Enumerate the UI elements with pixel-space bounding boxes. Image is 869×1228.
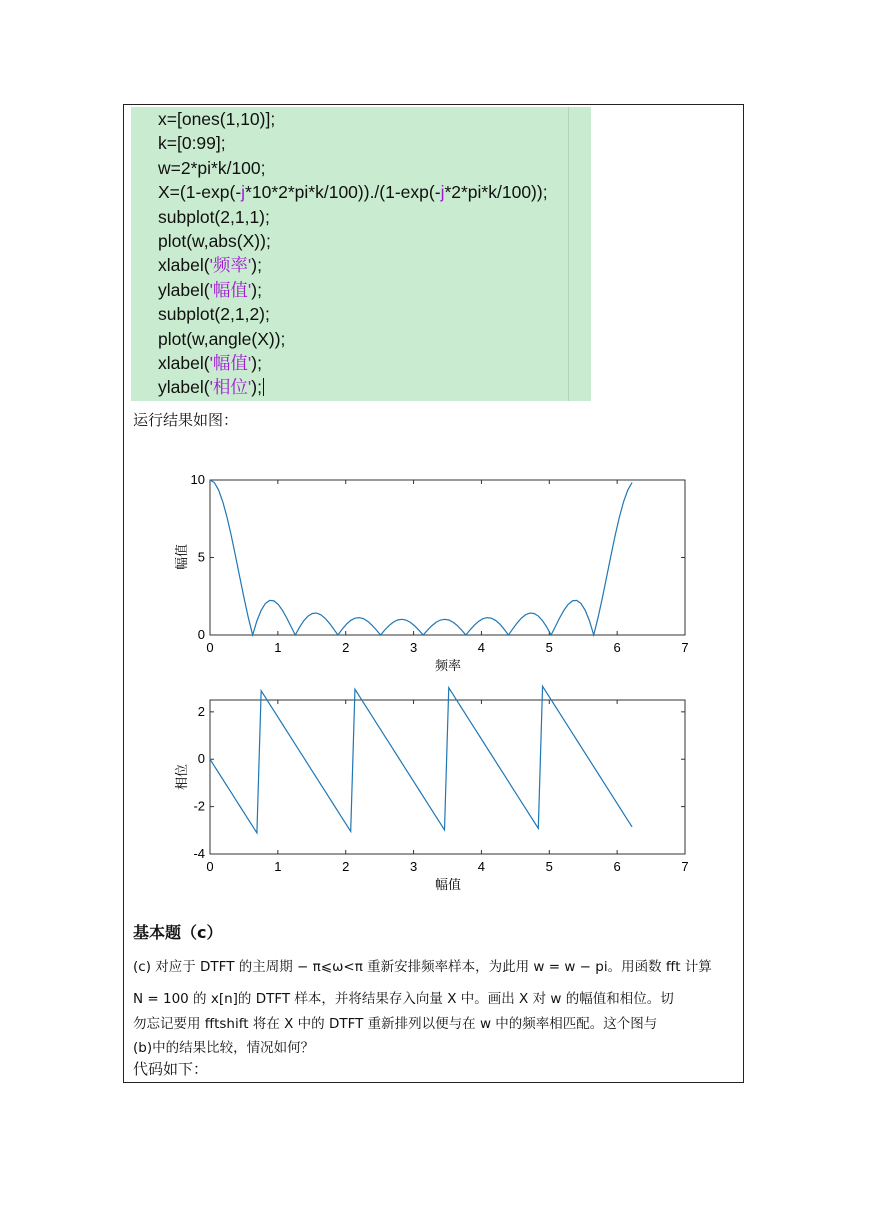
y-tick-label: 0 [197, 627, 205, 642]
magnitude-ylabel: 幅值 [174, 543, 189, 571]
code-line [158, 231, 271, 251]
x-tick-label: 5 [545, 859, 553, 874]
y-tick-label: 2 [197, 703, 205, 719]
code-line [158, 133, 226, 153]
code-line [158, 377, 264, 397]
x-tick-label: 1 [274, 640, 282, 655]
code-token: x=[ones(1,10)]; [158, 109, 276, 129]
code-string-token: j [440, 182, 445, 203]
code-token: xlabel( [158, 255, 210, 276]
phase-plot [174, 686, 689, 892]
code-line [158, 353, 262, 373]
phase-xlabel: 幅值 [434, 877, 462, 892]
code-token: X=(1-exp(- [158, 182, 242, 203]
code-token: ylabel( [158, 377, 210, 398]
code-token: ); [251, 279, 262, 300]
question-line: 勿忘记要用 fftshift 将在 X 中的 DTFT 重新排列以便与在 w 中的频率相匹配。这个图与 [133, 1016, 658, 1032]
code-token: w=2*pi*k/100; [158, 157, 266, 178]
y-tick-label: -2 [193, 798, 205, 814]
x-tick-label: 4 [477, 859, 486, 874]
code-token: subplot(2,1,2); [158, 304, 270, 325]
x-tick-label: 7 [681, 640, 689, 655]
y-tick-label: 5 [197, 549, 205, 565]
code-intro-text: 代码如下： [133, 1060, 209, 1078]
x-tick-label: 6 [613, 640, 621, 655]
magnitude-axes-box [210, 480, 685, 635]
x-tick-label: 3 [409, 640, 418, 655]
question-line: N = 100 的 x[n]的 DTFT 样本，并将结果存入向量 X 中。画出 X 对 w 的幅值和相位。切 [133, 991, 674, 1007]
result-figure [160, 460, 700, 900]
x-tick-label: 2 [342, 859, 350, 874]
x-tick-label: 0 [206, 640, 214, 655]
magnitude-xlabel: 频率 [434, 658, 462, 673]
x-tick-label: 1 [274, 859, 282, 874]
y-tick-label: -4 [193, 846, 205, 861]
code-token: subplot(2,1,1); [158, 206, 270, 227]
code-string-token: '相位' [209, 377, 252, 398]
x-tick-label: 5 [545, 640, 553, 655]
code-line [158, 280, 262, 300]
code-line [158, 304, 270, 324]
code-token: ); [251, 353, 262, 373]
code-line [158, 207, 270, 227]
code-string-token: j [241, 182, 246, 203]
y-tick-label: 0 [197, 751, 205, 767]
phase-ylabel: 相位 [174, 763, 189, 791]
code-token: *2*pi*k/100)); [444, 182, 548, 203]
code-line [158, 255, 262, 275]
result-caption: 运行结果如图： [133, 411, 239, 429]
code-token: ylabel( [158, 279, 210, 300]
code-string-token: '频率' [209, 255, 252, 276]
code-token: ); [251, 377, 262, 398]
x-tick-label: 0 [206, 859, 214, 874]
x-tick-label: 7 [681, 859, 689, 874]
code-token: ); [251, 255, 262, 276]
code-token: *10*2*pi*k/100))./(1-exp(- [245, 182, 441, 203]
question-line: (c) 对应于 DTFT 的主周期 − π⩽ω<π 重新安排频率样本，为此用 w = w − pi。用函数 fft 计算 [133, 959, 712, 975]
section-heading: 基本题（c） [133, 923, 223, 942]
code-token: xlabel( [158, 353, 210, 373]
magnitude-plot [174, 472, 689, 673]
code-token: plot(w,abs(X)); [158, 231, 271, 251]
code-line [158, 182, 548, 202]
code-editor-margin-line [568, 107, 569, 401]
code-line [158, 158, 266, 178]
y-tick-label: 10 [190, 472, 205, 487]
question-line: (b)中的结果比较，情况如何？ [133, 1040, 315, 1056]
x-tick-label: 4 [477, 640, 486, 655]
x-tick-label: 3 [409, 859, 418, 874]
text-cursor [263, 378, 264, 396]
x-tick-label: 6 [613, 859, 621, 874]
code-block [131, 107, 591, 401]
code-token: plot(w,angle(X)); [158, 328, 286, 349]
code-string-token: '幅值' [209, 279, 252, 300]
code-token: k=[0:99]; [158, 133, 226, 154]
code-line [158, 329, 285, 349]
code-line [158, 109, 275, 129]
code-string-token: '幅值' [209, 353, 252, 373]
x-tick-label: 2 [342, 640, 350, 655]
